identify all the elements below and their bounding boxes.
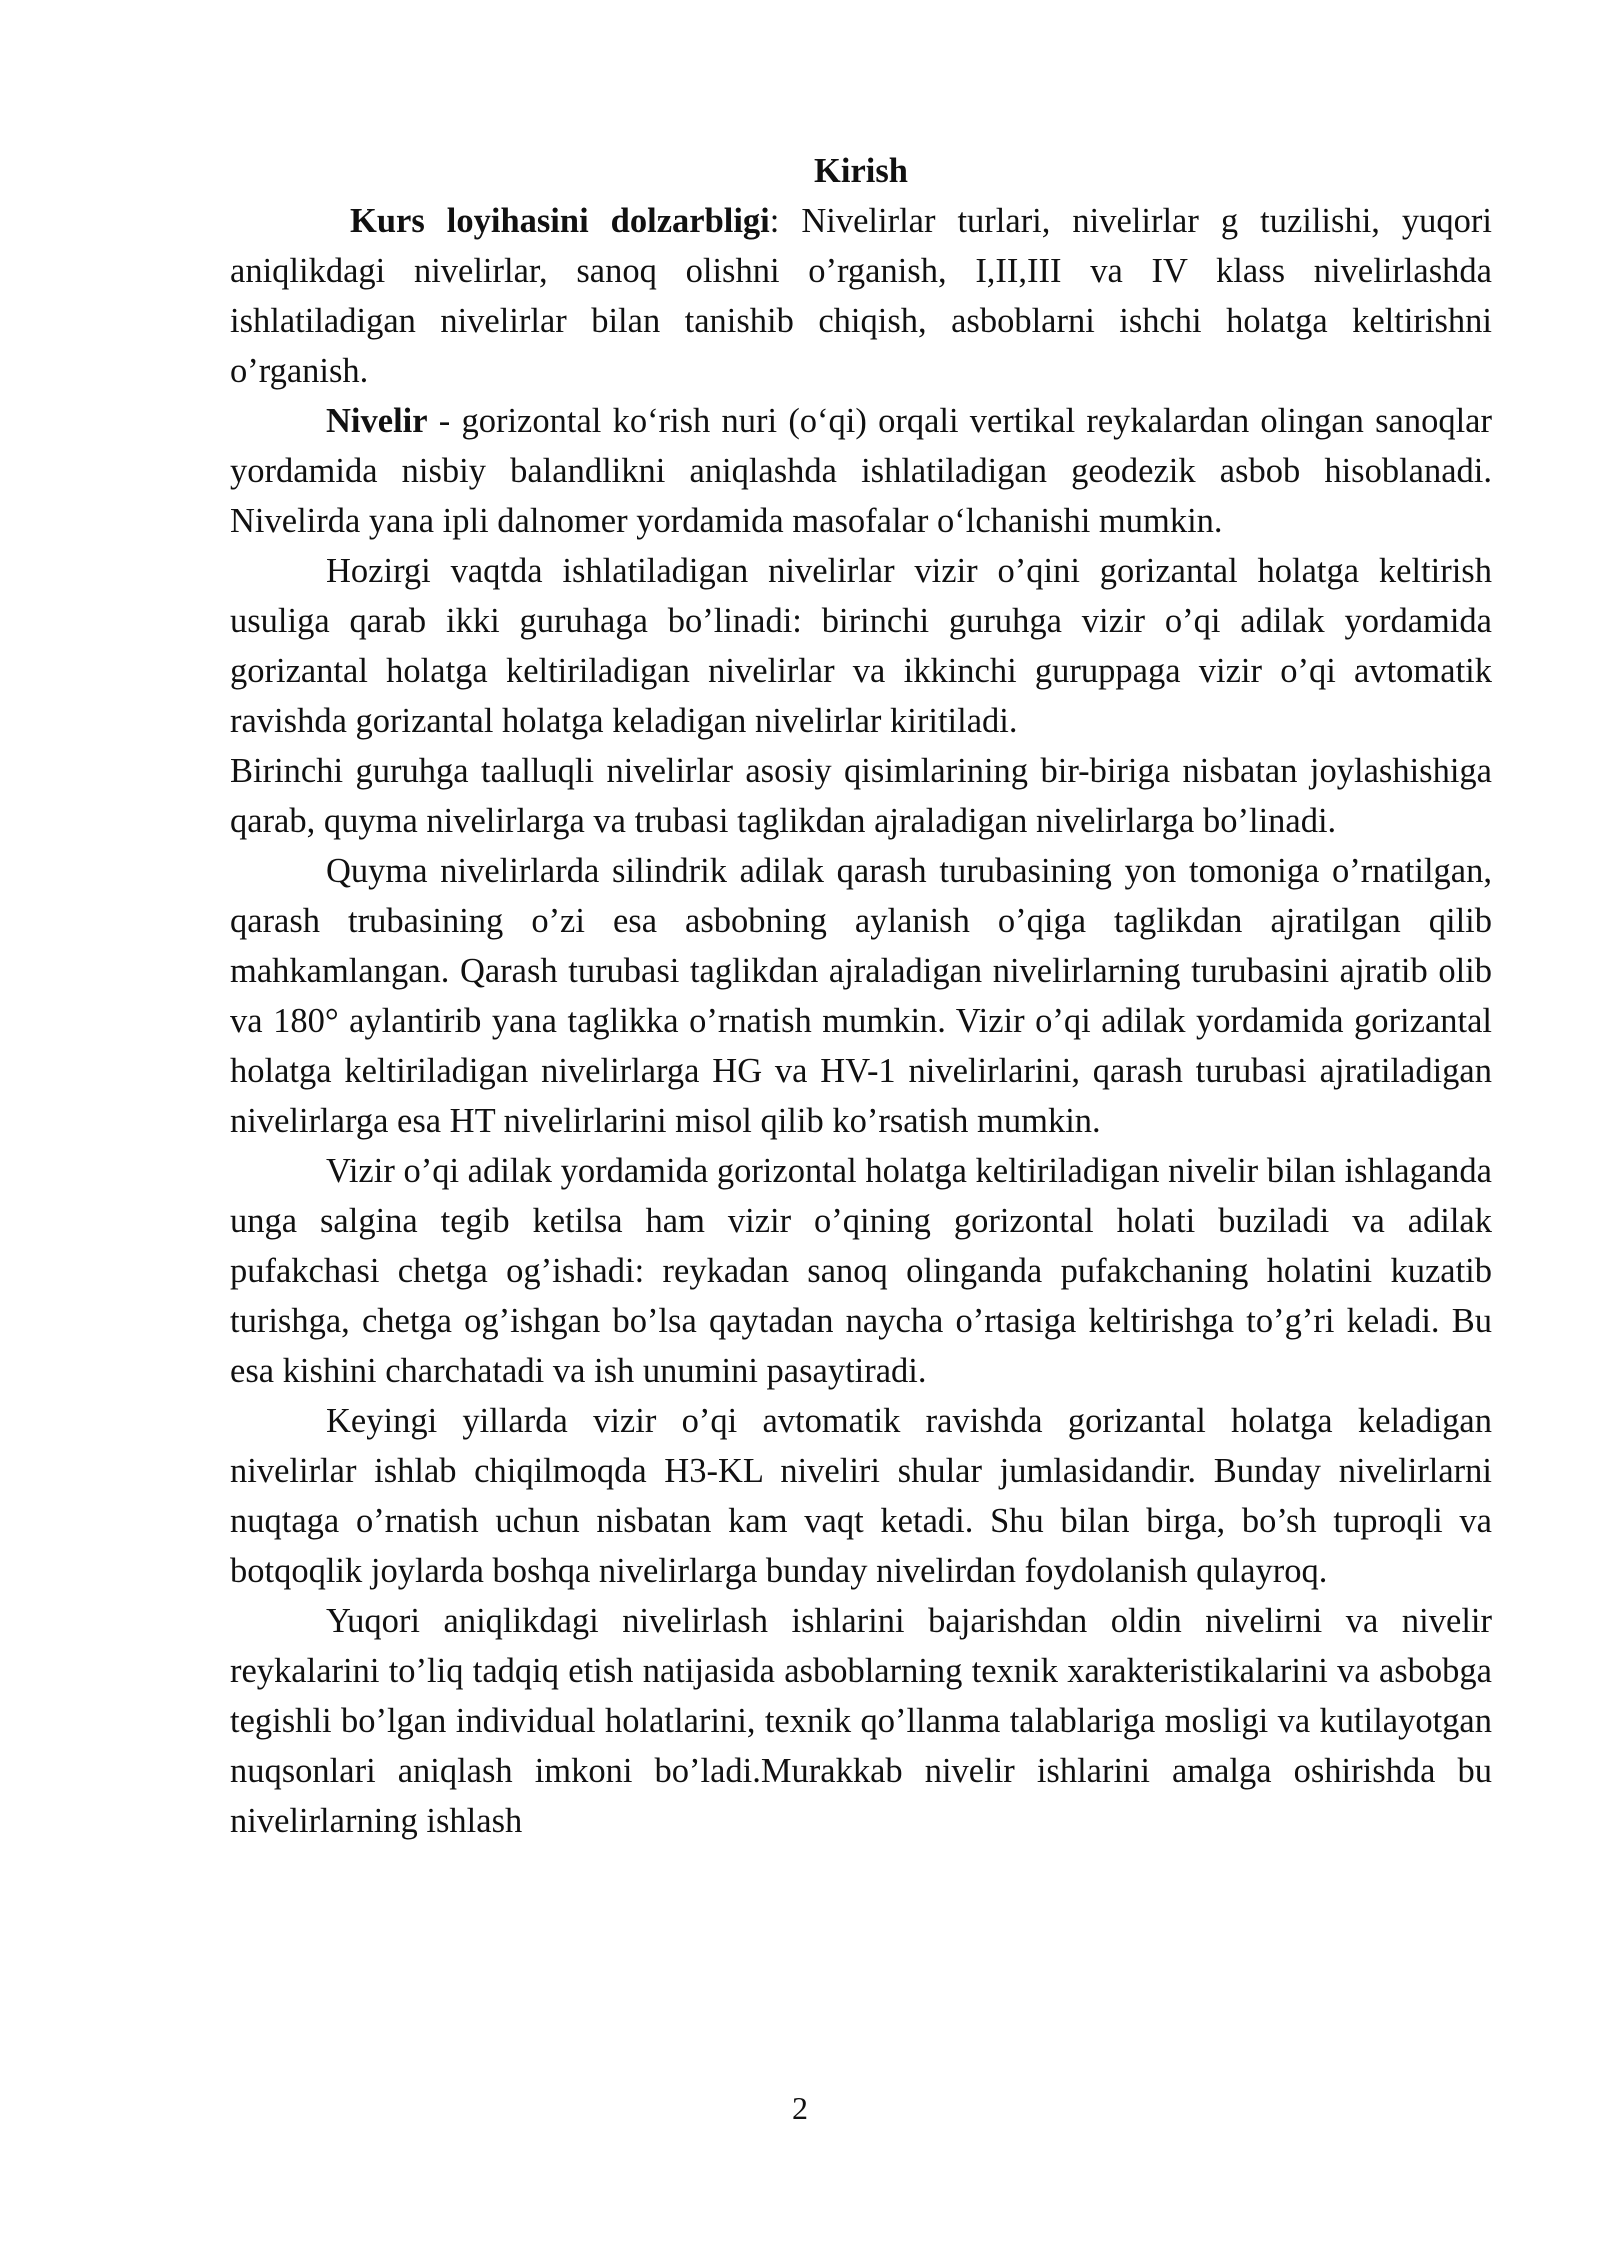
relevance-heading: Kurs loyihasini dolzarbligi xyxy=(350,202,770,240)
paragraph-automatic-levels: Keyingi yillarda vizir o’qi avtomatik ravishda gorizantal holatga keladigan nivelirlar ishlab chiqilmoqda H3-KL niveliri shular jumlasidandir. Bunday nivelirlarni nuqtaga o’rnatish uchun nisbatan kam vaqt ketadi. Shu bilan birga, bo’sh tuproqli va botqoqlik joylarda boshqa nivelirlarga bunday nivelirdan foydolanish qulayroq. xyxy=(230,1402,1492,1590)
page-number: 2 xyxy=(792,2090,808,2126)
paragraph-cast-levels: Quyma nivelirlarda silindrik adilak qarash turubasining yon tomoniga o’rnatilgan, qarash trubasining o’zi esa asbobning aylanish o’qiga taglikdan ajratilgan qilib mahkamlangan. Qarash turubasi taglikdan ajraladigan nivelirlarning turubasini ajratib olib va 180° aylantirib yana taglikka o’rnatish mumkin. Vizir o’qi adilak yordamida gorizantal holatga keltiriladigan nivelirlarga HG va HV-1 nivelirlarini, qarash turubasi ajratiladigan nivelirlarga esa HT nivelirlarini misol qilib ko’rsatish mumkin. xyxy=(230,852,1492,1140)
paragraph-nivelir-definition xyxy=(230,396,1492,546)
paragraph-relevance xyxy=(230,196,1492,396)
nivelir-definition-text: - gorizontal ko‘rish nuri (o‘qi) orqali vertikal reykalardan olingan sanoqlar yordamida nisbiy balandlikni aniqlashda ishlatiladigan geodezik asbob hisoblanadi. Nivelirda yana ipli dalnomer yordamida masofalar o‘lchanishi mumkin. xyxy=(230,402,1492,540)
page-body xyxy=(230,146,1492,1846)
paragraph-first-group: Birinchi guruhga taalluqli nivelirlar asosiy qisimlarining bir-biriga nisbatan joylashishiga qarab, quyma nivelirlarga va trubasi taglikdan ajraladigan nivelirlarga bo’linadi. xyxy=(230,752,1492,840)
section-title: Kirish xyxy=(814,152,908,190)
paragraph-bubble-level: Vizir o’qi adilak yordamida gorizontal holatga keltiriladigan nivelir bilan ishlaganda unga salgina tegib ketilsa ham vizir o’qining gorizontal holati buziladi va adilak pufakchasi chetga og’ishadi: reykadan sanoq olinganda pufakchaning holatini kuzatib turishga, chetga og’ishgan bo’lsa qaytadan naycha o’rtasiga keltirishga to’g’ri keladi. Bu esa kishini charchatadi va ish unumini pasaytiradi. xyxy=(230,1152,1492,1390)
paragraph-classification: Hozirgi vaqtda ishlatiladigan nivelirlar vizir o’qini gorizantal holatga keltirish usuliga qarab ikki guruhaga bo’linadi: birinchi guruhga vizir o’qi adilak yordamida gorizantal holatga keltiriladigan nivelirlar va ikkinchi guruppaga vizir o’qi avtomatik ravishda gorizantal holatga keladigan nivelirlar kiritiladi. xyxy=(230,552,1492,740)
paragraph-high-precision: Yuqori aniqlikdagi nivelirlash ishlarini bajarishdan oldin nivelirni va nivelir reykalarini to’liq tadqiq etish natijasida asboblarning texnik xarakteristikalarini va asbobga tegishli bo’lgan individual holatlarini, texnik qo’llanma talablariga mosligi va kutilayotgan nuqsonlari aniqlash imkoni bo’ladi.Murakkab nivelir ishlarini amalga oshirishda bu nivelirlarning ishlash xyxy=(230,1602,1492,1840)
relevance-text: : Nivelirlar turlari, nivelirlar g tuzilishi, yuqori aniqlikdagi nivelirlar, sanoq olishni o’rganish, I,II,III va IV klass nivelirlashda ishlatiladigan nivelirlar bilan tanishib chiqish, asboblarni ishchi holatga keltirishni o’rganish. xyxy=(230,202,1492,390)
nivelir-term: Nivelir xyxy=(326,402,428,440)
